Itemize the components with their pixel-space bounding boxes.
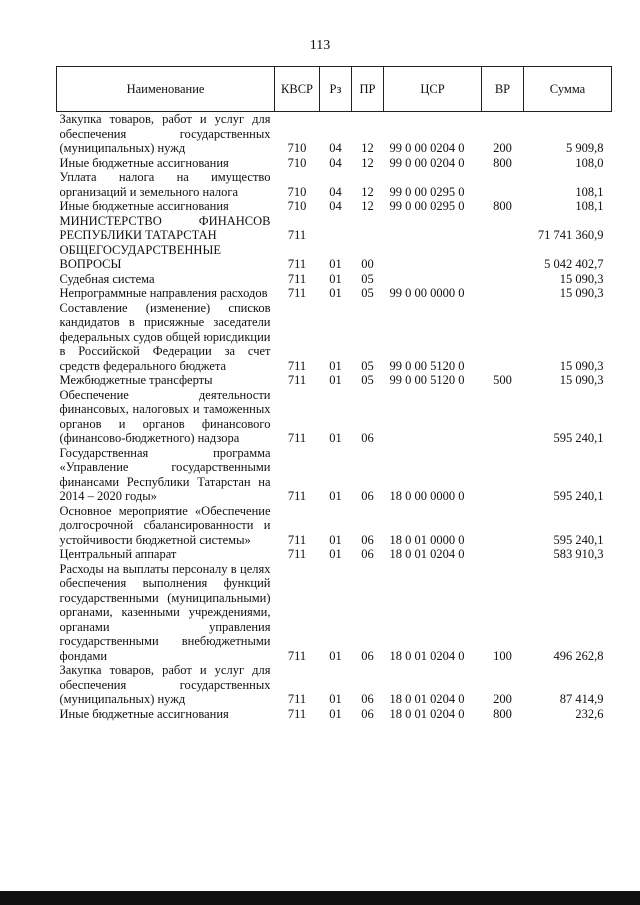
header-vr: ВР: [482, 67, 524, 112]
row-rz: 01: [329, 692, 342, 706]
row-rz: 01: [329, 257, 342, 271]
header-kvsr: КВСР: [275, 67, 320, 112]
row-sum: 232,6: [575, 706, 604, 721]
row-sum: 496 262,8: [553, 648, 604, 663]
row-csr: [384, 243, 482, 272]
row-pr: 12: [361, 199, 374, 213]
row-sum: 15 090,3: [559, 373, 604, 387]
row-csr: 99 0 00 0295 0: [389, 184, 465, 199]
row-csr: 99 0 00 0204 0: [389, 141, 465, 155]
row-pr: [352, 214, 384, 243]
row-rz: 01: [329, 706, 342, 721]
row-csr: [384, 272, 482, 287]
row-name: МИНИСТЕРСТВО ФИНАНСОВ РЕСПУБЛИКИ ТАТАРСТАН: [59, 213, 271, 242]
table-row: [57, 156, 612, 171]
table-header: [57, 67, 612, 112]
row-csr: 18 0 01 0204 0: [389, 692, 465, 706]
row-name: Закупка товаров, работ и услуг для обеспечения государственных (муниципальных) нужд: [59, 112, 271, 155]
row-kvsr: 711: [287, 286, 307, 300]
scan-border-bar: [0, 891, 640, 905]
row-kvsr: 711: [287, 373, 307, 387]
row-rz: 04: [329, 141, 342, 155]
row-sum: 108,0: [575, 155, 604, 170]
table-row: [57, 301, 612, 374]
row-kvsr: 711: [287, 431, 307, 445]
row-kvsr: 710: [287, 141, 307, 155]
table-row: [57, 243, 612, 272]
header-name: Наименование: [57, 67, 275, 112]
row-csr: 18 0 01 0204 0: [389, 706, 465, 721]
row-sum: 595 240,1: [553, 532, 604, 547]
row-rz: 01: [329, 358, 342, 373]
row-sum: 595 240,1: [553, 431, 604, 445]
table-row: [57, 388, 612, 446]
row-sum: 108,1: [575, 184, 604, 199]
budget-table: [56, 66, 612, 721]
row-vr: [482, 243, 524, 272]
table-row: [57, 562, 612, 664]
row-sum: 15 090,3: [559, 286, 604, 300]
header-pr: ПР: [352, 67, 384, 112]
row-rz: 01: [329, 286, 342, 300]
row-csr: 18 0 01 0204 0: [389, 547, 465, 561]
row-kvsr: 710: [287, 199, 307, 213]
header-csr: ЦСР: [384, 67, 482, 112]
row-sum: 5 042 402,7: [544, 257, 604, 271]
table-row: [57, 707, 612, 722]
row-vr: 200: [493, 141, 512, 155]
table-row: [57, 504, 612, 548]
row-pr: 06: [361, 648, 374, 663]
row-pr: 00: [361, 257, 374, 271]
row-kvsr: 711: [287, 692, 307, 706]
row-pr: 12: [361, 141, 374, 155]
row-csr: 99 0 00 5120 0: [389, 358, 465, 373]
row-csr: 99 0 00 0295 0: [389, 199, 465, 213]
row-name: Судебная система: [59, 271, 155, 286]
row-csr: 99 0 00 0204 0: [389, 155, 465, 170]
table-row: [57, 112, 612, 156]
row-name: Центральный аппарат: [59, 547, 177, 561]
row-pr: 05: [361, 373, 374, 387]
table-row: [57, 199, 612, 214]
row-kvsr: 711: [287, 489, 307, 503]
row-vr: 800: [493, 199, 512, 213]
row-name: Закупка товаров, работ и услуг для обеспечения государственных (муниципальных) нужд: [59, 663, 271, 706]
row-rz: [320, 214, 352, 243]
row-pr: 05: [361, 286, 374, 300]
row-sum: 87 414,9: [559, 692, 604, 706]
row-pr: 06: [361, 692, 374, 706]
row-vr: 800: [493, 155, 512, 170]
row-name: Основное мероприятие «Обеспечение долгосрочной сбалансированности и устойчивости бюджетной системы»: [59, 503, 271, 547]
row-csr: 99 0 00 0000 0: [389, 286, 465, 300]
row-vr: [482, 214, 524, 243]
row-vr: 500: [493, 373, 512, 387]
row-name: ОБЩЕГОСУДАРСТВЕННЫЕ ВОПРОСЫ: [59, 242, 221, 271]
row-vr: [482, 446, 524, 504]
row-sum: 71 741 360,9: [537, 228, 604, 242]
row-pr: 05: [361, 271, 374, 286]
row-name: Государственная программа «Управление государственными финансами Республики Татарстан на 2014 – 2020 годы»: [59, 445, 271, 503]
table-row: [57, 286, 612, 301]
row-rz: 01: [329, 547, 342, 561]
row-kvsr: 710: [287, 155, 307, 170]
row-sum: 583 910,3: [553, 547, 604, 561]
row-csr: [384, 388, 482, 446]
row-rz: 01: [329, 648, 342, 663]
row-vr: [482, 272, 524, 287]
row-rz: 01: [329, 271, 342, 286]
row-pr: 06: [361, 431, 374, 445]
row-name: Иные бюджетные ассигнования: [59, 199, 229, 213]
row-name: Иные бюджетные ассигнования: [59, 155, 229, 170]
table-body: [57, 112, 612, 722]
row-csr: 18 0 00 0000 0: [389, 489, 465, 503]
row-vr: 800: [493, 706, 512, 721]
header-rz: Рз: [320, 67, 352, 112]
row-kvsr: 711: [287, 257, 307, 271]
row-pr: 05: [361, 358, 374, 373]
row-vr: [482, 286, 524, 301]
row-rz: 01: [329, 373, 342, 387]
row-rz: 04: [329, 184, 342, 199]
table-row: [57, 663, 612, 707]
row-name: Непрограммные направления расходов: [59, 286, 268, 300]
row-csr: [384, 214, 482, 243]
table-row: [57, 373, 612, 388]
row-name: Расходы на выплаты персоналу в целях обеспечения выполнения функций государственными (муниципальными) органами, казенными учреждениями, органами управления государственными внебюджетными фондами: [59, 561, 271, 663]
row-vr: [482, 388, 524, 446]
row-name: Составление (изменение) списков кандидатов в присяжные заседатели федеральных судов общей юрисдикции в Российской Федерации за счет средств федерального бюджета: [59, 300, 271, 373]
table-row: [57, 446, 612, 504]
row-kvsr: 710: [287, 184, 307, 199]
row-sum: 15 090,3: [559, 271, 604, 286]
row-sum: 108,1: [575, 199, 604, 213]
row-pr: 06: [361, 706, 374, 721]
row-vr: [482, 547, 524, 562]
row-csr: 18 0 01 0204 0: [389, 648, 465, 663]
row-kvsr: 711: [287, 271, 307, 286]
row-kvsr: 711: [287, 648, 307, 663]
row-name: Обеспечение деятельности финансовых, налоговых и таможенных органов и органов финансового (финансово-бюджетного) надзора: [59, 387, 271, 445]
row-pr: 12: [361, 155, 374, 170]
table-row: [57, 272, 612, 287]
row-rz: 04: [329, 199, 342, 213]
row-csr: 99 0 00 5120 0: [389, 373, 465, 387]
row-kvsr: 711: [287, 228, 307, 242]
table-row: [57, 170, 612, 199]
row-pr: 06: [361, 489, 374, 503]
row-rz: 04: [329, 155, 342, 170]
row-kvsr: 711: [287, 532, 307, 547]
row-pr: 06: [361, 547, 374, 561]
row-name: Уплата налога на имущество организаций и земельного налога: [59, 170, 271, 199]
row-vr: [482, 170, 524, 199]
row-vr: [482, 301, 524, 374]
row-kvsr: 711: [287, 358, 307, 373]
row-name: Межбюджетные трансферты: [59, 373, 213, 387]
row-name: Иные бюджетные ассигнования: [59, 706, 229, 721]
row-rz: 01: [329, 532, 342, 547]
row-pr: 12: [361, 184, 374, 199]
page-number: 113: [309, 38, 331, 53]
row-pr: 06: [361, 532, 374, 547]
row-rz: 01: [329, 489, 342, 503]
header-sum: Сумма: [524, 67, 612, 112]
row-sum: 15 090,3: [559, 358, 604, 373]
row-rz: 01: [329, 431, 342, 445]
row-csr: 18 0 01 0000 0: [389, 532, 465, 547]
row-kvsr: 711: [287, 547, 307, 561]
row-sum: 595 240,1: [553, 489, 604, 503]
row-vr: 200: [493, 692, 512, 706]
row-vr: [482, 504, 524, 548]
table-row: [57, 547, 612, 562]
row-vr: 100: [493, 648, 512, 663]
row-sum: 5 909,8: [566, 141, 604, 155]
table-row: [57, 214, 612, 243]
row-kvsr: 711: [287, 706, 307, 721]
